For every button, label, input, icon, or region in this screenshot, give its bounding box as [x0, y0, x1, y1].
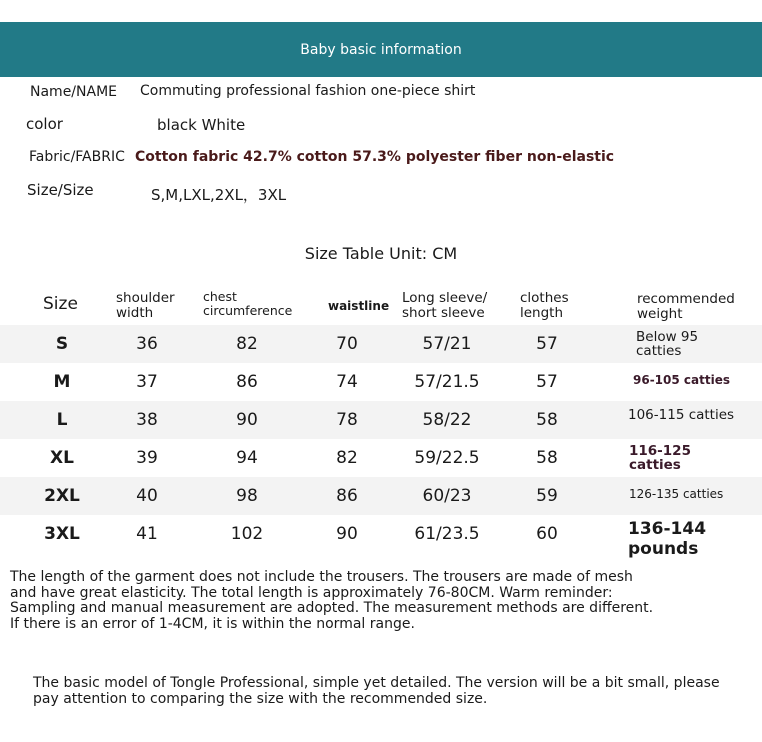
cell-waist: 78	[336, 410, 358, 430]
cell-shoulder: 36	[136, 334, 158, 354]
header-size: Size	[43, 294, 78, 314]
cell-chest: 94	[236, 448, 258, 468]
name-value: Commuting professional fashion one-piece shirt	[140, 83, 476, 99]
cell-chest: 82	[236, 334, 258, 354]
cell-length: 58	[536, 448, 558, 468]
cell-shoulder: 41	[136, 524, 158, 544]
cell-length: 57	[536, 334, 558, 354]
banner-title: Baby basic information	[300, 41, 462, 58]
cell-length: 59	[536, 486, 558, 506]
name-label: Name/NAME	[30, 84, 117, 100]
cell-shoulder: 37	[136, 372, 158, 392]
cell-sleeve: 59/22.5	[414, 448, 480, 468]
cell-waist: 86	[336, 486, 358, 506]
fabric-value: Cotton fabric 42.7% cotton 57.3% polyester fiber non-elastic	[135, 149, 615, 165]
measurement-note: The length of the garment does not include the trousers. The trousers are made of mesh and have great elasticity. The total length is approximately 76-80CM. Warm reminder: Sampling and manual measurement are adopted. The measurement methods are different. If there is an error of 1-4CM, it is within the normal range.	[10, 569, 654, 632]
cell-size: M	[53, 372, 71, 392]
cell-sleeve: 58/22	[422, 410, 472, 430]
footer-note: The basic model of Tongle Professional, simple yet detailed. The version will be a bit small, please pay attention to comparing the size with the recommended size.	[33, 675, 720, 707]
cell-size: 3XL	[44, 524, 80, 544]
size-table-title: Size Table Unit: CM	[304, 244, 458, 263]
cell-waist: 82	[336, 448, 358, 468]
cell-shoulder: 40	[136, 486, 158, 506]
cell-shoulder: 38	[136, 410, 158, 430]
cell-waist: 90	[336, 524, 358, 544]
cell-shoulder: 39	[136, 448, 158, 468]
cell-size: 2XL	[44, 486, 80, 506]
cell-weight: Below 95 catties	[636, 329, 699, 359]
cell-chest: 86	[236, 372, 258, 392]
cell-length: 58	[536, 410, 558, 430]
header-banner	[0, 22, 762, 77]
color-label: color	[26, 115, 63, 133]
cell-weight: 116-125 catties	[629, 443, 691, 473]
cell-length: 60	[536, 524, 558, 544]
cell-waist: 70	[336, 334, 358, 354]
size-label: Size/Size	[27, 181, 94, 199]
cell-weight: 136-144 pounds	[628, 519, 707, 559]
cell-weight: 126-135 catties	[629, 487, 724, 501]
cell-length: 57	[536, 372, 558, 392]
cell-sleeve: 60/23	[422, 486, 472, 506]
cell-sleeve: 57/21	[422, 334, 472, 354]
header-shoulder-width: shoulder width	[116, 290, 175, 321]
cell-chest: 102	[230, 524, 264, 544]
cell-size: L	[56, 410, 68, 430]
fabric-label: Fabric/FABRIC	[29, 149, 125, 165]
cell-waist: 74	[336, 372, 358, 392]
cell-chest: 98	[236, 486, 258, 506]
header-chest-circumference: chest circumference	[203, 289, 293, 318]
header-recommended-weight: recommended weight	[637, 291, 735, 322]
size-value: S,M,LXL,2XL，3XL	[151, 186, 287, 204]
cell-sleeve: 57/21.5	[414, 372, 480, 392]
header-long-short-sleeve: Long sleeve/ short sleeve	[402, 290, 488, 321]
cell-weight: 106-115 catties	[628, 407, 735, 423]
color-value: black White	[157, 116, 246, 134]
cell-chest: 90	[236, 410, 258, 430]
header-clothes-length: clothes length	[520, 290, 569, 321]
cell-sleeve: 61/23.5	[414, 524, 480, 544]
header-waistline: waistline	[328, 299, 390, 313]
cell-size: S	[55, 334, 69, 354]
cell-weight: 96-105 catties	[633, 373, 730, 387]
cell-size: XL	[50, 448, 74, 468]
